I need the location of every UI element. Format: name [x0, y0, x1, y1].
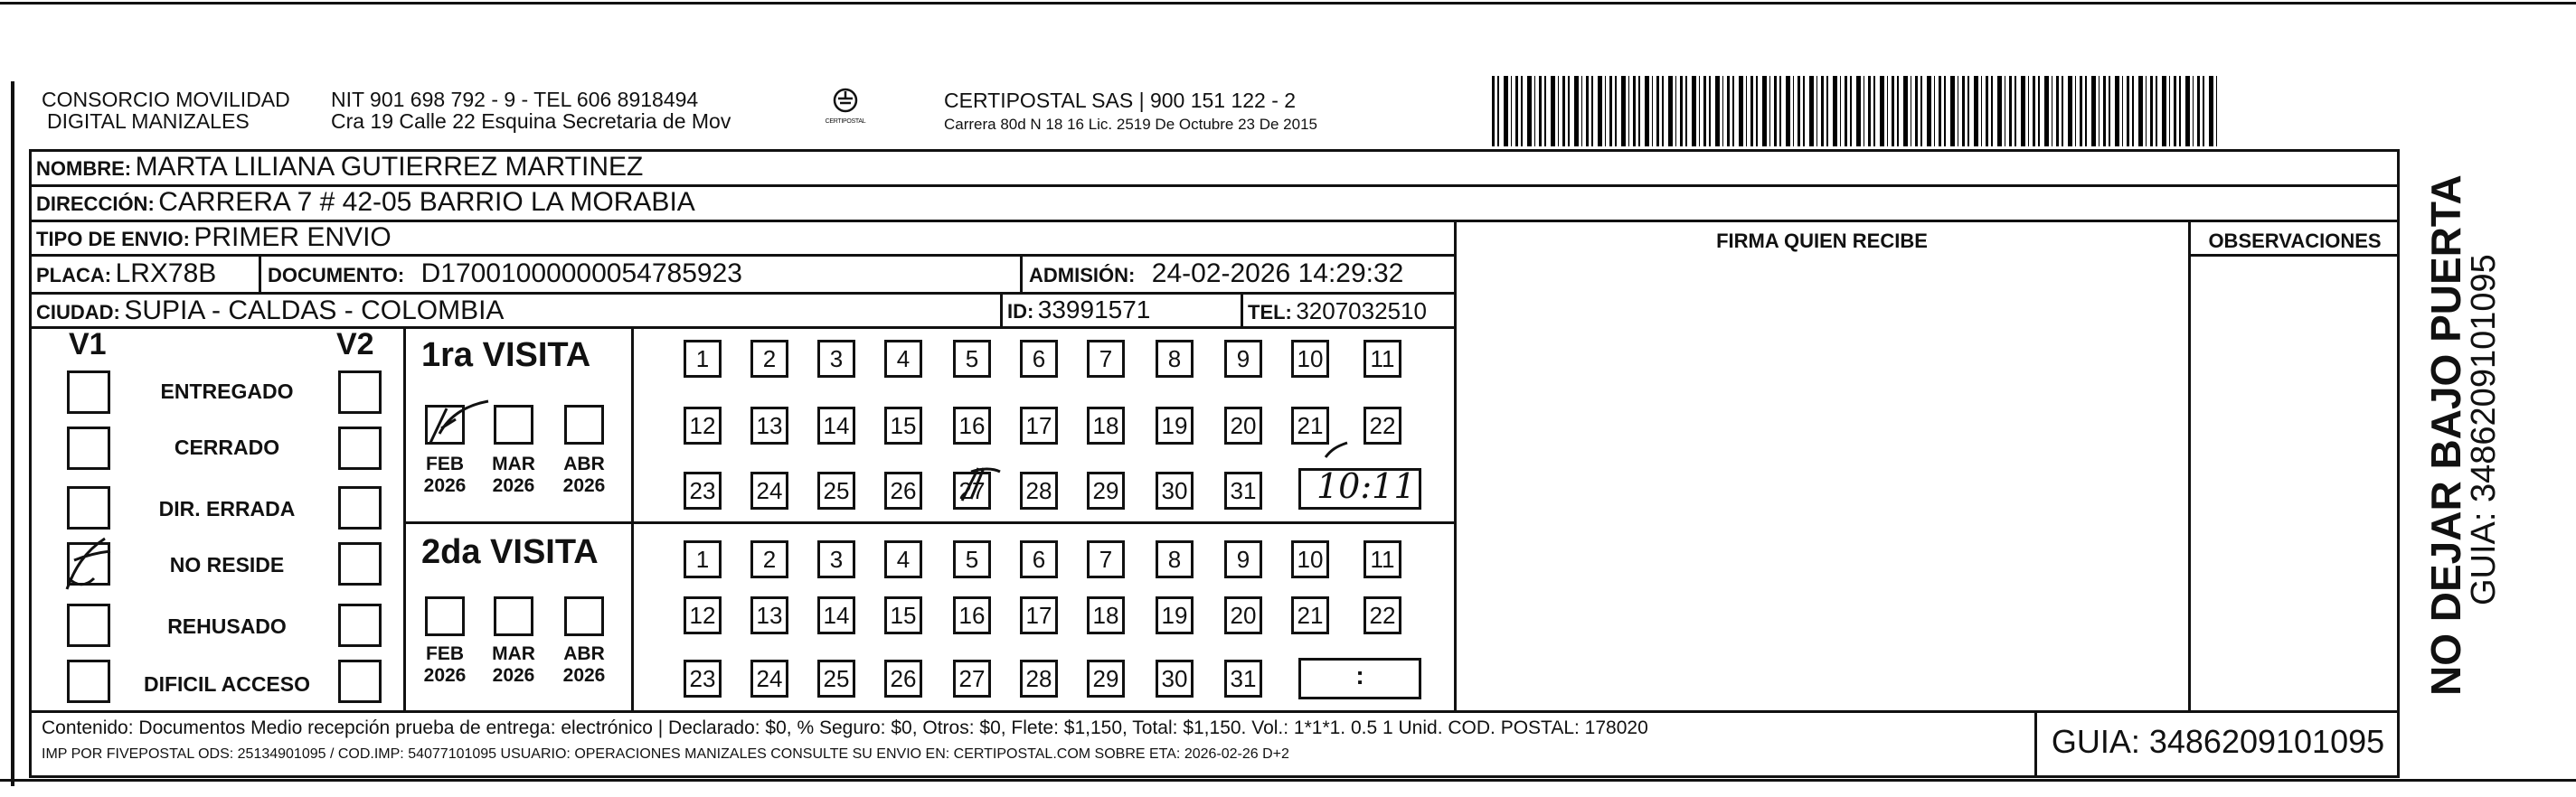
handwritten-mark-21 — [1320, 425, 1356, 461]
company-nit — [331, 89, 731, 132]
row-line — [2188, 254, 2400, 257]
visit1-month-abr-box[interactable] — [564, 405, 604, 445]
visit2-day-18[interactable]: 18 — [1087, 596, 1125, 634]
visit2-day-7[interactable]: 7 — [1087, 540, 1125, 578]
tel-label: TEL: — [1248, 301, 1292, 323]
visit1-day-14[interactable]: 14 — [817, 407, 855, 445]
visit1-day-3[interactable]: 3 — [817, 340, 855, 378]
barcode — [1492, 76, 2217, 146]
col-line — [2188, 220, 2191, 712]
company-line1: CONSORCIO MOVILIDAD — [42, 88, 290, 111]
checkbox-v1-entregado[interactable] — [67, 370, 110, 414]
visit1-day-22[interactable]: 22 — [1363, 407, 1401, 445]
month-year: 2026 — [492, 475, 535, 496]
visit2-day-12[interactable]: 12 — [684, 596, 722, 634]
visit2-day-27[interactable]: 27 — [953, 660, 991, 698]
visit2-day-3[interactable]: 3 — [817, 540, 855, 578]
observaciones-label: OBSERVACIONES — [2208, 230, 2382, 252]
checkbox-v2-entregado[interactable] — [338, 370, 382, 414]
checkbox-v2-rehusado[interactable] — [338, 604, 382, 647]
visit2-day-29[interactable]: 29 — [1087, 660, 1125, 698]
visit1-day-20[interactable]: 20 — [1224, 407, 1262, 445]
visit1-month-mar — [486, 454, 541, 497]
col-line — [1454, 220, 1457, 712]
documento-label: DOCUMENTO: — [268, 264, 405, 286]
documento-value: D17001000000054785923 — [420, 258, 742, 288]
visit2-day-14[interactable]: 14 — [817, 596, 855, 634]
visit2-day-9[interactable]: 9 — [1224, 540, 1262, 578]
visit2-day-5[interactable]: 5 — [953, 540, 991, 578]
visit2-day-26[interactable]: 26 — [884, 660, 922, 698]
visit1-day-19[interactable]: 19 — [1156, 407, 1194, 445]
month-year: 2026 — [423, 475, 467, 496]
visit2-day-10[interactable]: 10 — [1291, 540, 1329, 578]
nombre-value: MARTA LILIANA GUTIERREZ MARTINEZ — [135, 152, 644, 182]
month-name: MAR — [492, 454, 535, 474]
visit2-day-6[interactable]: 6 — [1020, 540, 1058, 578]
visit2-day-4[interactable]: 4 — [884, 540, 922, 578]
visit1-day-11[interactable]: 11 — [1363, 340, 1401, 378]
checkbox-v2-dificil-acceso[interactable] — [338, 660, 382, 703]
side-text — [2405, 154, 2503, 696]
tel-field — [1248, 297, 1427, 325]
col-line — [2034, 710, 2037, 777]
no-dejar-bajo-puerta: NO DEJAR BAJO PUERTA — [2422, 174, 2469, 696]
visit1-day-16[interactable]: 16 — [953, 407, 991, 445]
documento-field — [268, 258, 742, 289]
col-line — [259, 256, 261, 292]
checkbox-v2-dir-errada[interactable] — [338, 486, 382, 530]
visit2-day-2[interactable]: 2 — [750, 540, 788, 578]
row-line — [29, 710, 2400, 713]
side-guia: GUIA: 3486209101095 — [2465, 254, 2503, 605]
visit1-month-mar-box[interactable] — [494, 405, 533, 445]
visit1-day-12[interactable]: 12 — [684, 407, 722, 445]
visit1-day-24[interactable]: 24 — [750, 472, 788, 510]
visit2-day-24[interactable]: 24 — [750, 660, 788, 698]
col-line — [403, 326, 406, 712]
visit1-month-feb — [418, 454, 472, 497]
visit2-day-13[interactable]: 13 — [750, 596, 788, 634]
footer-contenido: Contenido: Documentos Medio recepción prueba de entrega: electrónico | Declarado: $0, % Seguro: $0, Otros: $0, Flete: $1,150, Total: $1,150. Vol.: 1*1*1. 0.5 1 Unid. COD. POSTAL: 178020 — [42, 717, 1648, 738]
month-name: FEB — [426, 454, 464, 474]
visit1-day-8[interactable]: 8 — [1156, 340, 1194, 378]
visit1-day-17[interactable]: 17 — [1020, 407, 1058, 445]
visit1-day-13[interactable]: 13 — [750, 407, 788, 445]
visit1-day-4[interactable]: 4 — [884, 340, 922, 378]
checkbox-v1-cerrado[interactable] — [67, 427, 110, 470]
checkbox-v1-rehusado[interactable] — [67, 604, 110, 647]
month-name: ABR — [563, 643, 605, 664]
admision-label: ADMISIÓN: — [1029, 264, 1136, 286]
status-entregado-label: ENTREGADO — [160, 380, 294, 403]
id-label: ID: — [1007, 300, 1034, 323]
month-name: ABR — [563, 454, 605, 474]
checkbox-v2-cerrado[interactable] — [338, 427, 382, 470]
direccion-row — [36, 187, 695, 218]
month-year: 2026 — [492, 665, 535, 686]
checkbox-v1-dificil-acceso[interactable] — [67, 660, 110, 703]
visit1-day-5[interactable]: 5 — [953, 340, 991, 378]
visit1-day-28[interactable]: 28 — [1020, 472, 1058, 510]
visit1-day-26[interactable]: 26 — [884, 472, 922, 510]
visit1-day-30[interactable]: 30 — [1156, 472, 1194, 510]
checkbox-v1-dir-errada[interactable] — [67, 486, 110, 530]
certipostal-logo — [823, 87, 868, 125]
visit1-day-29[interactable]: 29 — [1087, 472, 1125, 510]
footer-guia: GUIA: 3486209101095 — [2051, 723, 2385, 760]
tipo-row — [36, 222, 392, 253]
month-year: 2026 — [562, 665, 606, 686]
visit1-day-2[interactable]: 2 — [750, 340, 788, 378]
v2-header: V2 — [336, 327, 374, 361]
visit1-day-27[interactable]: 27 — [953, 472, 991, 510]
tel-value: 3207032510 — [1296, 297, 1427, 324]
row-line — [29, 254, 1456, 257]
visit2-month-mar — [486, 643, 541, 687]
id-field — [1007, 295, 1150, 324]
status-dir-errada-label: DIR. ERRADA — [158, 497, 296, 520]
visit1-day-7[interactable]: 7 — [1087, 340, 1125, 378]
visit2-day-8[interactable]: 8 — [1156, 540, 1194, 578]
nit-line1: NIT 901 698 792 - 9 - TEL 606 8918494 — [331, 88, 699, 111]
status-no-reside-label: NO RESIDE — [169, 553, 285, 577]
visit1-month-abr — [557, 454, 611, 497]
visit2-day-31[interactable]: 31 — [1224, 660, 1262, 698]
left-edge-line — [11, 81, 14, 786]
visit2-day-25[interactable]: 25 — [817, 660, 855, 698]
visit2-day-19[interactable]: 19 — [1156, 596, 1194, 634]
nombre-label: NOMBRE: — [36, 157, 132, 180]
visit2-time-placeholder: : — [1355, 661, 1364, 689]
col-line — [1020, 256, 1023, 292]
certi-line2: Carrera 80d N 18 16 Lic. 2519 De Octubre 23 De 2015 — [944, 116, 1317, 133]
visit2-month-abr-box[interactable] — [564, 596, 604, 636]
visit2-month-mar-box[interactable] — [494, 596, 533, 636]
month-name: FEB — [426, 643, 464, 664]
month-name: MAR — [492, 643, 535, 664]
visit1-handwritten-time: 10:11 — [1316, 466, 1416, 506]
placa-label: PLACA: — [36, 264, 112, 286]
visit2-day-21[interactable]: 21 — [1291, 596, 1329, 634]
visit2-day-30[interactable]: 30 — [1156, 660, 1194, 698]
ciudad-field — [36, 295, 504, 326]
visit2-day-28[interactable]: 28 — [1020, 660, 1058, 698]
visit1-day-15[interactable]: 15 — [884, 407, 922, 445]
v1-header: V1 — [69, 327, 107, 361]
visit2-day-1[interactable]: 1 — [684, 540, 722, 578]
nombre-row — [36, 152, 643, 183]
month-year: 2026 — [423, 665, 467, 686]
visit2-day-22[interactable]: 22 — [1363, 596, 1401, 634]
visit1-day-23[interactable]: 23 — [684, 472, 722, 510]
status-rehusado-label: REHUSADO — [167, 614, 287, 638]
visit2-day-17[interactable]: 17 — [1020, 596, 1058, 634]
admision-value: 24-02-2026 14:29:32 — [1151, 258, 1404, 288]
visit1-day-9[interactable]: 9 — [1224, 340, 1262, 378]
visit2-day-11[interactable]: 11 — [1363, 540, 1401, 578]
visit1-day-1[interactable]: 1 — [684, 340, 722, 378]
top-edge-line — [0, 2, 2576, 5]
visit1-day-25[interactable]: 25 — [817, 472, 855, 510]
footer-imp: IMP POR FIVEPOSTAL ODS: 25134901095 / COD.IMP: 54077101095 USUARIO: OPERACIONES MANIZALES CONSULTE SU ENVIO EN: CERTIPOSTAL.COM SOBRE ETA: 2026-02-26 D+2 — [42, 746, 1289, 762]
visit2-day-16[interactable]: 16 — [953, 596, 991, 634]
visit1-day-10[interactable]: 10 — [1291, 340, 1329, 378]
certi-line1: CERTIPOSTAL SAS | 900 151 122 - 2 — [944, 89, 1297, 112]
firma-label: FIRMA QUIEN RECIBE — [1716, 230, 1928, 252]
col-line — [1241, 292, 1243, 328]
visit2-month-abr — [557, 643, 611, 687]
visit2-title: 2da VISITA — [421, 533, 599, 571]
handwritten-month-mark — [423, 398, 495, 452]
tipo-value: PRIMER ENVIO — [193, 222, 392, 252]
visit1-day-31[interactable]: 31 — [1224, 472, 1262, 510]
visit1-day-18[interactable]: 18 — [1087, 407, 1125, 445]
certipostal-info — [944, 89, 1317, 134]
bottom-edge-line — [0, 779, 2576, 782]
direccion-value: CARRERA 7 # 42-05 BARRIO LA MORABIA — [158, 187, 695, 217]
placa-field — [36, 258, 216, 289]
visit1-title: 1ra VISITA — [421, 336, 591, 374]
nit-line2: Cra 19 Calle 22 Esquina Secretaria de Mov — [331, 109, 731, 133]
id-value: 33991571 — [1037, 295, 1151, 323]
direccion-label: DIRECCIÓN: — [36, 192, 155, 215]
certipostal-logo-icon — [832, 87, 859, 114]
visit2-month-feb — [418, 643, 472, 687]
handwritten-day-mark — [951, 459, 1005, 510]
checkbox-v2-no-reside[interactable] — [338, 542, 382, 586]
logo-text: CERTIPOSTAL — [825, 118, 866, 125]
visit2-day-20[interactable]: 20 — [1224, 596, 1262, 634]
visit-divider-line — [405, 521, 1456, 524]
company-name — [42, 89, 290, 132]
visit2-day-15[interactable]: 15 — [884, 596, 922, 634]
admision-field — [1029, 258, 1403, 289]
status-cerrado-label: CERRADO — [174, 436, 280, 459]
visit2-month-feb-box[interactable] — [425, 596, 465, 636]
visit1-day-21[interactable]: 21 — [1291, 407, 1329, 445]
handwritten-check-mark — [58, 533, 121, 596]
month-year: 2026 — [562, 475, 606, 496]
visit2-day-23[interactable]: 23 — [684, 660, 722, 698]
company-line2: DIGITAL MANIZALES — [47, 109, 250, 133]
ciudad-value: SUPIA - CALDAS - COLOMBIA — [124, 295, 505, 325]
visit1-day-6[interactable]: 6 — [1020, 340, 1058, 378]
tipo-label: TIPO DE ENVIO: — [36, 228, 190, 250]
col-line — [631, 326, 634, 712]
placa-value: LRX78B — [115, 258, 217, 288]
ciudad-label: CIUDAD: — [36, 301, 120, 323]
col-line — [1000, 292, 1003, 328]
status-dificil-acceso-label: DIFICIL ACCESO — [143, 672, 310, 696]
